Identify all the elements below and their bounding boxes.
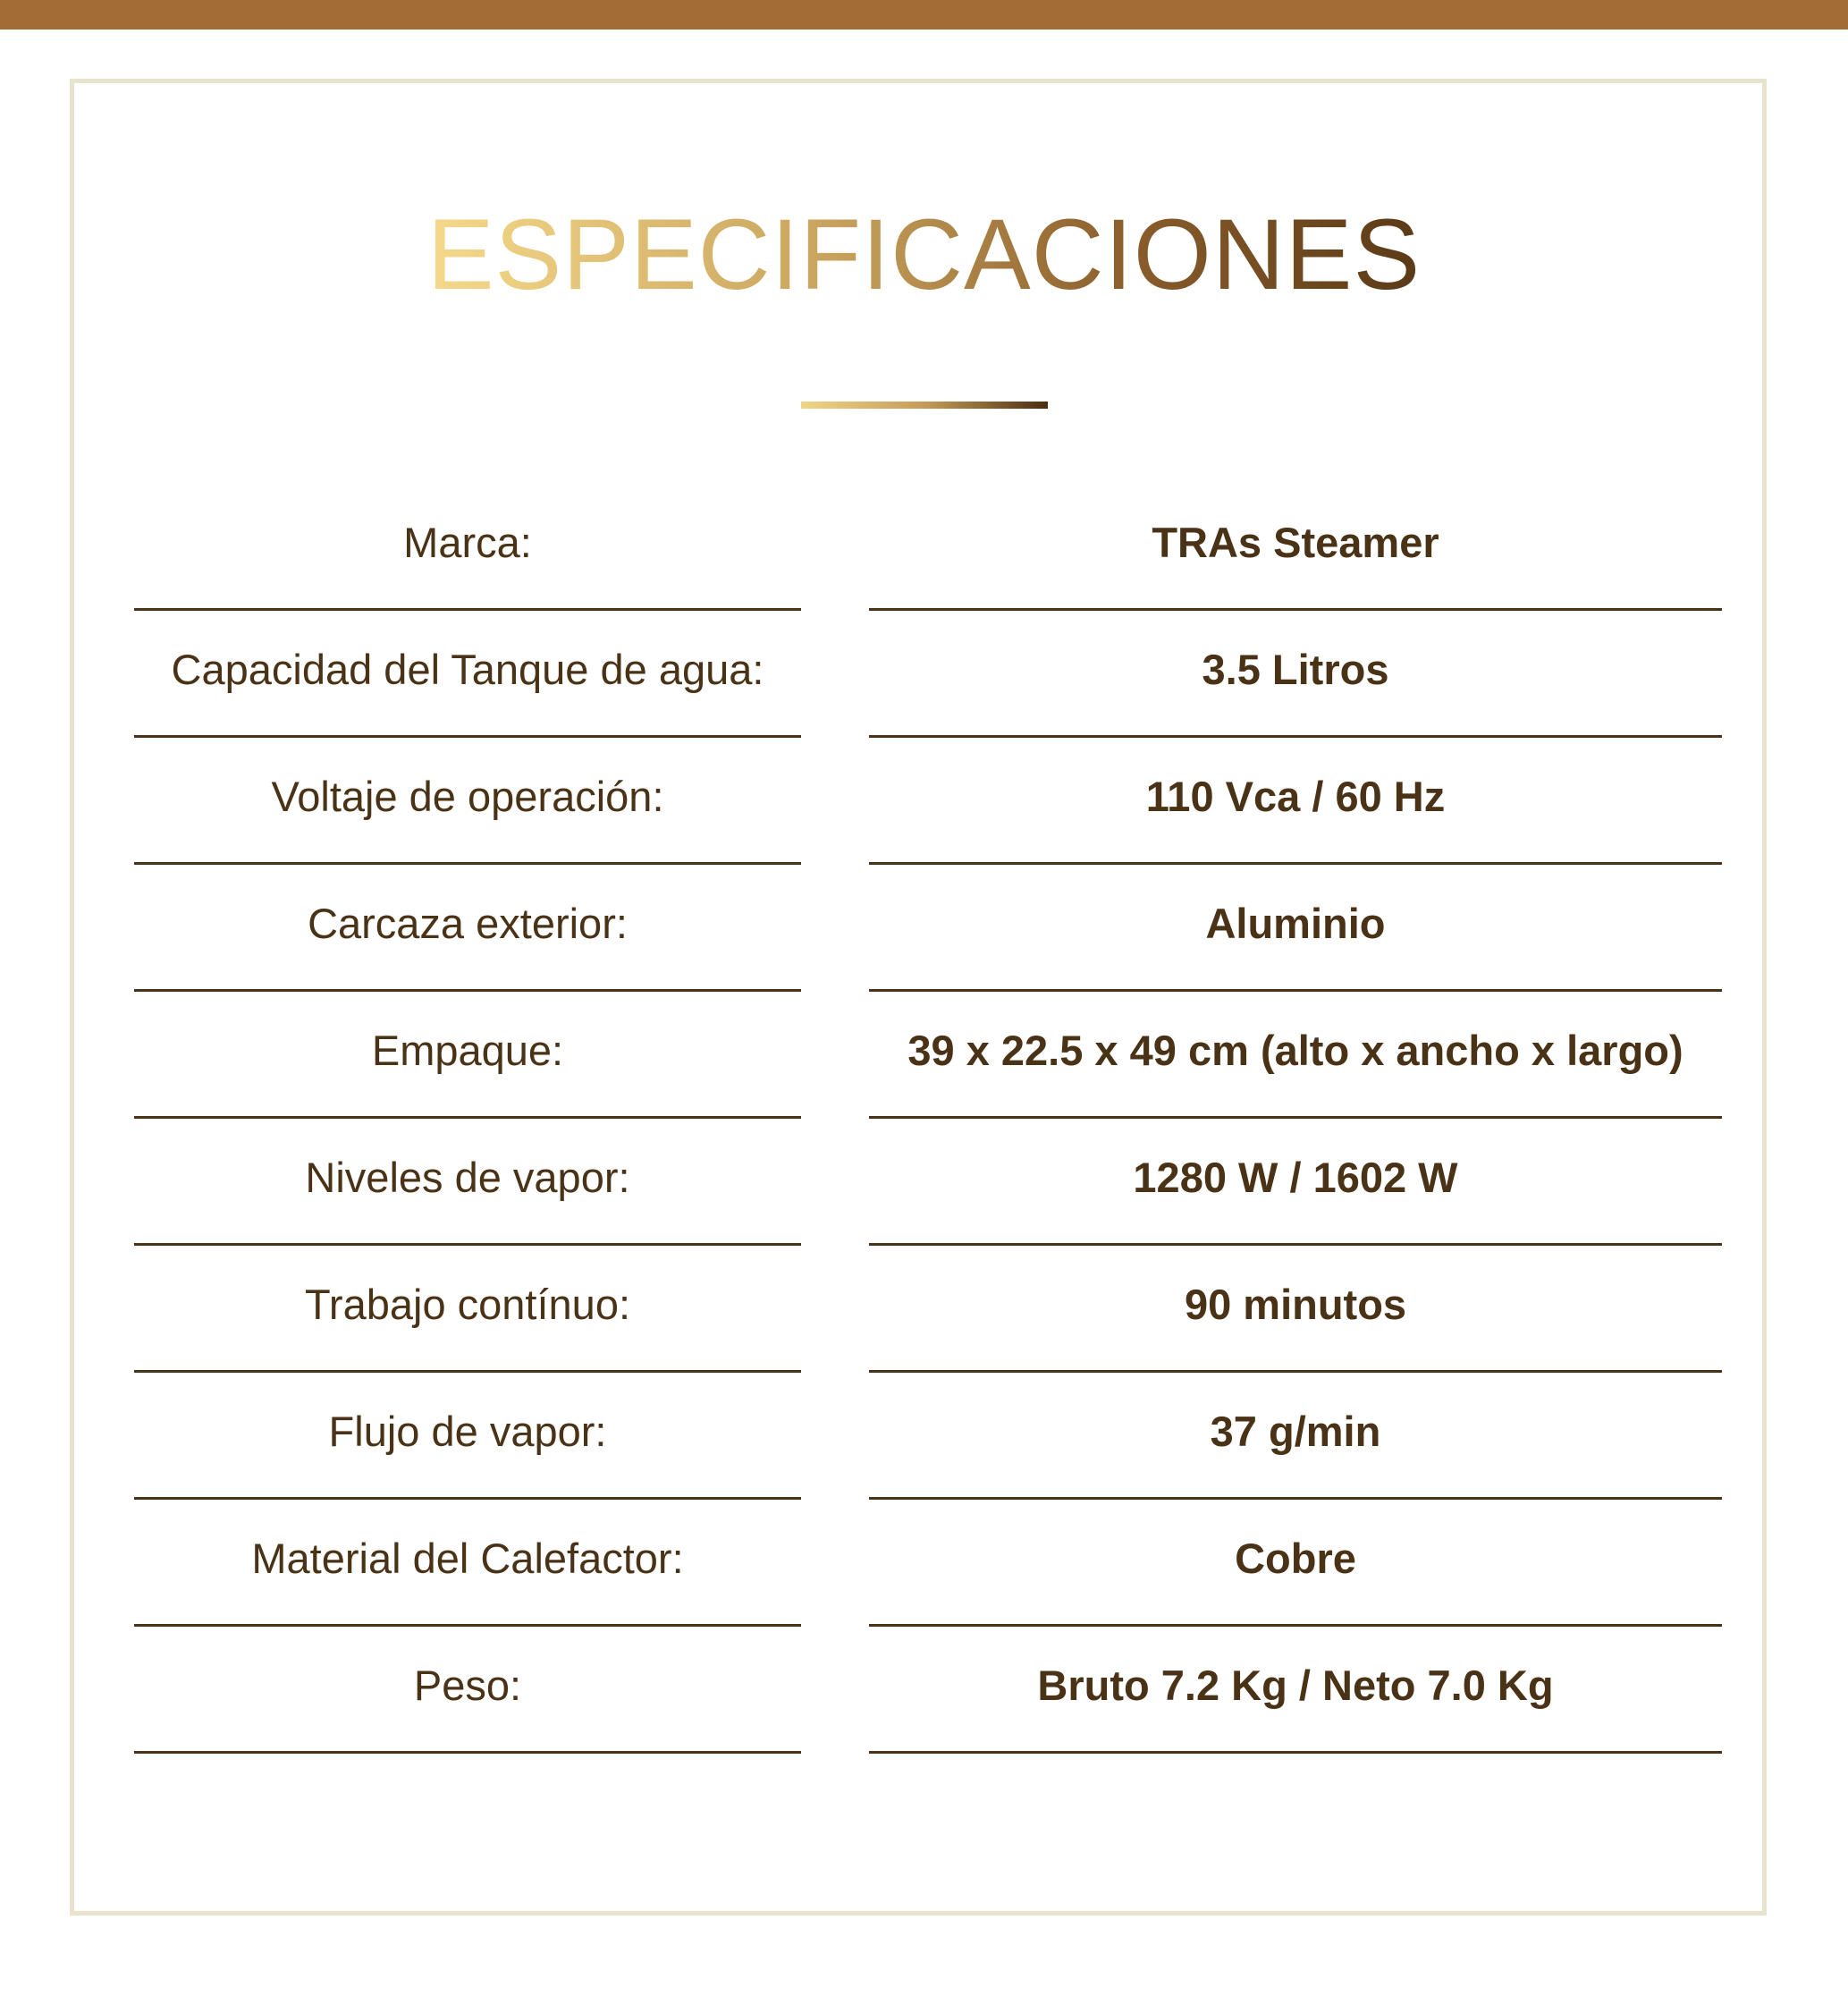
spec-row-flujo [0,1373,1848,1500]
spec-value: Bruto 7.2 Kg / Neto 7.0 Kg [1037,1662,1554,1709]
spec-row-niveles [0,1119,1848,1246]
spec-label: Capacidad del Tanque de agua: [171,646,764,693]
spec-value-cell [869,738,1722,865]
spec-value: 39 x 22.5 x 49 cm (alto x ancho x largo) [907,1027,1683,1074]
spec-label: Flujo de vapor: [328,1408,607,1455]
spec-row-empaque [0,992,1848,1119]
title-underline [801,402,1048,409]
spec-label-cell [134,1627,801,1754]
spec-row-voltaje [0,738,1848,865]
spec-label-cell [134,1246,801,1373]
spec-value: 90 minutos [1184,1281,1407,1328]
spec-label: Material del Calefactor: [251,1535,684,1582]
spec-label-cell [134,1119,801,1246]
spec-value: 110 Vca / 60 Hz [1145,773,1446,820]
spec-row-trabajo [0,1246,1848,1373]
spec-value-cell [869,1246,1722,1373]
spec-value-cell [869,1119,1722,1246]
spec-label-cell [134,1373,801,1500]
spec-value: 3.5 Litros [1202,646,1389,693]
spec-label: Marca: [403,519,532,566]
spec-value-cell [869,865,1722,992]
spec-label: Peso: [413,1662,522,1709]
spec-value: Aluminio [1205,900,1386,947]
spec-label: Niveles de vapor: [305,1154,630,1201]
spec-row-marca [0,484,1848,611]
spec-label: Trabajo contínuo: [304,1281,631,1328]
spec-value-cell [869,1373,1722,1500]
spec-label-cell [134,738,801,865]
spec-label: Voltaje de operación: [271,773,664,820]
spec-label-cell [134,992,801,1119]
label-divider [134,1751,801,1754]
spec-label-cell [134,865,801,992]
spec-value: TRAs Steamer [1152,519,1439,566]
spec-row-capacidad [0,611,1848,738]
spec-label: Carcaza exterior: [308,900,628,947]
spec-value: 1280 W / 1602 W [1133,1154,1458,1201]
spec-row-material [0,1500,1848,1627]
spec-value: 37 g/min [1210,1408,1381,1455]
top-accent-bar [0,0,1848,30]
spec-label-cell [134,484,801,611]
spec-value-cell [869,611,1722,738]
page-title-text: ESPECIFICACIONES [426,199,1422,310]
value-divider [869,1751,1722,1754]
spec-value-cell [869,1500,1722,1627]
spec-label-cell [134,1500,801,1627]
spec-value-cell [869,992,1722,1119]
spec-value-cell [869,484,1722,611]
spec-label-cell [134,611,801,738]
spec-label: Empaque: [371,1027,564,1074]
spec-value: Cobre [1235,1535,1356,1582]
page-title [0,192,1848,317]
spec-row-peso [0,1627,1848,1754]
spec-value-cell [869,1627,1722,1754]
spec-row-carcaza [0,865,1848,992]
